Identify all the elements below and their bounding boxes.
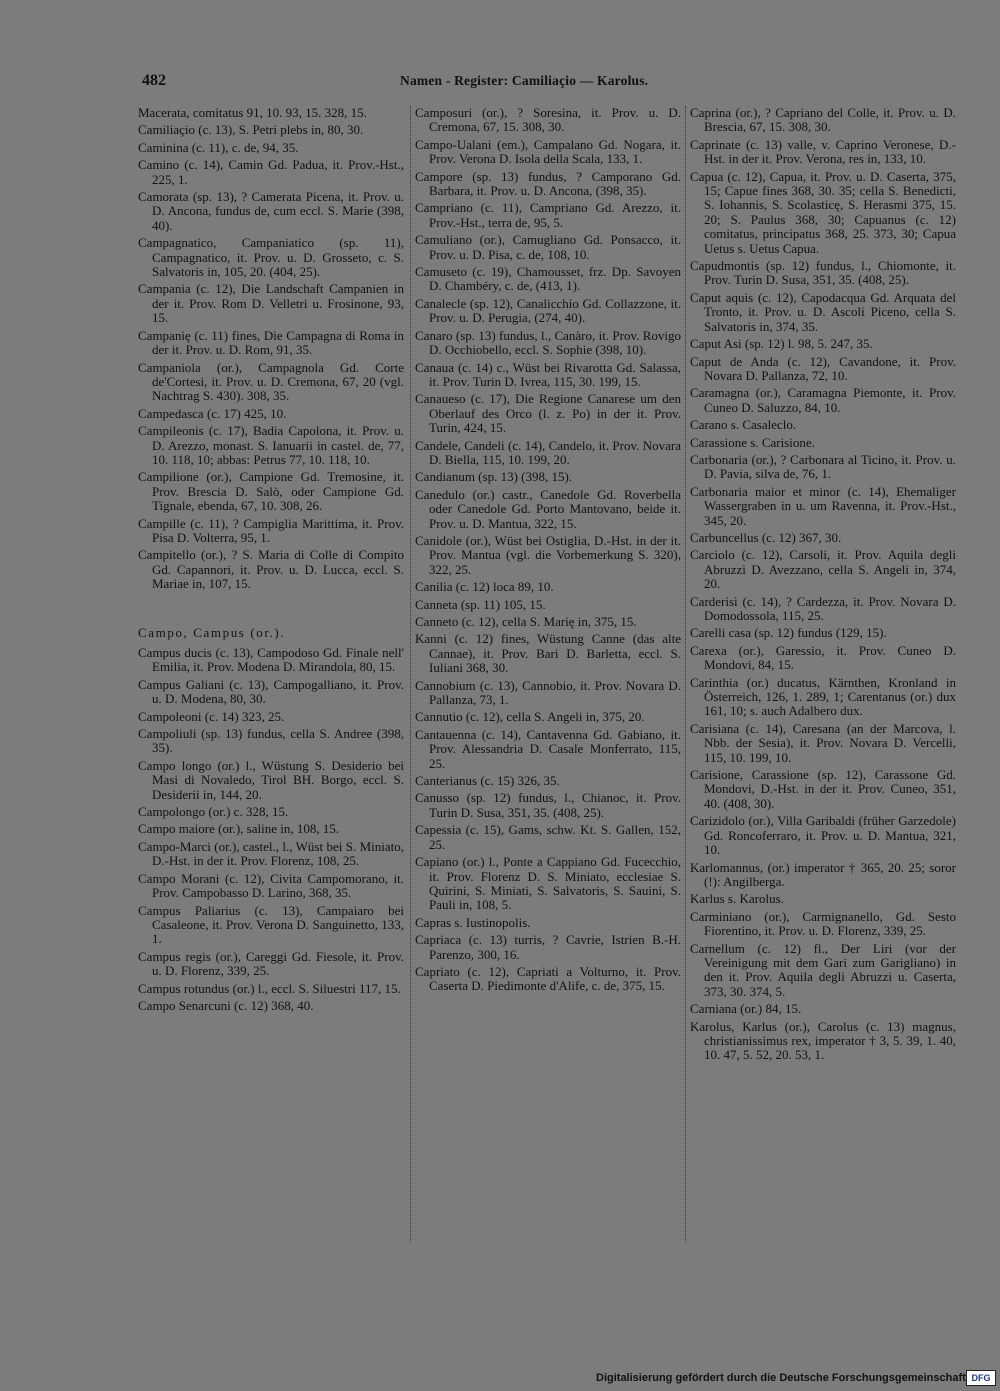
index-entry: Campaniola (or.), Campagnola Gd. Corte de'Cortesi, it. Prov. u. D. Cremona, 67, 20 (vgl. Nachtrag S. 430). 308, 35. — [138, 359, 404, 404]
index-entry: Campo, Campus (or.). — [138, 624, 286, 640]
index-entry: Carminiano (or.), Carmignanello, Gd. Sesto Fiorentino, it. Prov. u. D. Florenz, 339, 25. — [690, 908, 956, 939]
index-entry: Candianum (sp. 13) (398, 15). — [415, 469, 573, 485]
column-3 — [690, 106, 956, 1066]
index-entry: Karolus, Karlus (or.), Carolus (c. 13) magnus, christianissimus rex, imperator † 3, 5. 39, 1. 40, 10. 47, 5. 52, 20. 53, 1. — [690, 1018, 956, 1063]
index-entry: Campus ducis (c. 13), Campodoso Gd. Finale nell' Emilia, it. Prov. Modena D. Mirandola, 80, 15. — [138, 645, 404, 675]
index-entry: Caprinate (c. 13) valle, v. Caprino Veronese, D.-Hst. in der it. Prov. Verona, res in, 133, 10. — [690, 136, 956, 167]
index-entry: Carbuncellus (c. 12) 367, 30. — [690, 529, 842, 545]
index-entry: Campilione (or.), Campione Gd. Tremosine, it. Prov. Brescia D. Salò, oder Campione Gd. Tignale, ebenda, 67, 10. 308, 26. — [138, 469, 404, 514]
index-entry: Cannobium (c. 13), Cannobio, it. Prov. Novara D. Pallanza, 73, 1. — [415, 677, 681, 708]
index-entry: Carexa (or.), Garessio, it. Prov. Cuneo D. Mondovi, 84, 15. — [690, 642, 956, 673]
index-entry: Caminina (c. 11), c. de, 94, 35. — [138, 139, 299, 155]
index-entry: Canedulo (or.) castr., Canedole Gd. Roverbella oder Canedole Gd. Porto Mantovano, beide it. Prov. u. D. Mantua, 322, 15. — [415, 486, 681, 531]
index-entry: Camiliaçio (c. 13), S. Petri plebs in, 80, 30. — [138, 122, 364, 138]
index-entry: Campania (c. 12), Die Landschaft Campanien in der it. Prov. Rom D. Velletri u. Frosinone, 93, 15. — [138, 281, 404, 326]
index-entry: Campo Morani (c. 12), Civita Campomorano, it. Prov. Campobasso D. Larino, 368, 35. — [138, 870, 404, 901]
index-entry: Camuseto (c. 19), Chamousset, frz. Dp. Savoyen D. Chambéry, c. de, (413, 1). — [415, 264, 681, 294]
index-entry: Capudmontis (sp. 12) fundus, l., Chiomonte, it. Prov. Turin D. Susa, 351, 35. (408, 25). — [690, 258, 956, 288]
footer-credit: Digitalisierung gefördert durch die Deutsche Forschungsgemeinschaft — [596, 1372, 966, 1384]
index-entry: Carbonaria maior et minor (c. 14), Ehemaliger Wassergraben in u. um Ravenna, it. Prov.-Hst., 345, 20. — [690, 483, 956, 528]
index-entry: Campanię (c. 11) fines, Die Campagna di Roma in der it. Prov. u. D. Rom, 91, 35. — [138, 327, 404, 358]
index-entry: Campedasca (c. 17) 425, 10. — [138, 405, 287, 421]
index-entry: Canaro (sp. 13) fundus, l., Canàro, it. Prov. Rovigo D. Occhiobello, eccl. S. Sophie (398, 10). — [415, 327, 681, 358]
index-entry: Campo maiore (or.), saline in, 108, 15. — [138, 821, 340, 837]
index-entry: Campus regis (or.), Careggi Gd. Fiesole, it. Prov. u. D. Florenz, 339, 25. — [138, 948, 404, 979]
index-entry: Cannutio (c. 12), cella S. Angeli in, 375, 20. — [415, 709, 645, 725]
index-entry: Caprina (or.), ? Capriano del Colle, it. Prov. u. D. Brescia, 67, 15. 308, 30. — [690, 105, 956, 135]
index-entry: Capessia (c. 15), Gams, schw. Kt. S. Gallen, 152, 25. — [415, 822, 681, 852]
index-entry: Campus Paliarius (c. 13), Campaiaro bei Casaleone, it. Prov. Verona D. Sanguinetto, 133, 1. — [138, 902, 404, 947]
index-entry: Campo-Marci (or.), castel., l., Wüst bei S. Miniato, D.-Hst. in der it. Prov. Florenz, 108, 25. — [138, 838, 404, 869]
index-entry: Campileonis (c. 17), Badia Capolona, it. Prov. u. D. Arezzo, monast. S. Ianuarii in castel. de, 77, 10. 118, 10; abbas: Petrus 77, 10. 118, 10. — [138, 423, 404, 467]
index-entry: Campo longo (or.) l., Wüstung S. Desiderio bei Masi di Novaledo, Tirol BH. Borgo, eccl. S. Desiderii in, 144, 20. — [138, 757, 404, 802]
index-entry: Canneto (c. 12), cella S. Marię in, 375, 15. — [415, 614, 637, 629]
index-entry: Carano s. Casaleclo. — [690, 417, 797, 433]
index-entry: Kanni (c. 12) fines, Wüstung Canne (das alte Cannae), it. Prov. Bari D. Barletta, eccl. S. Iuliani 368, 30. — [415, 631, 681, 676]
index-entry: Capiano (or.) l., Ponte a Cappiano Gd. Fucecchio, it. Prov. Florenz D. S. Miniato, ecclesiae S. Quirini, S. Miniati, S. Salvatoris, S. Sauini, S. Pauli in, 108, 5. — [415, 854, 681, 913]
index-entry: Carelli casa (sp. 12) fundus (129, 15). — [690, 625, 887, 641]
index-entry: Carassione s. Carisione. — [690, 434, 815, 450]
index-entry: Candele, Candeli (c. 14), Candelo, it. Prov. Novara D. Biella, 115, 10. 199, 20. — [415, 437, 681, 467]
index-entry: Canalecle (sp. 12), Canalicchio Gd. Collazzone, it. Prov. u. D. Perugia, (274, 40). — [415, 295, 681, 326]
column-2 — [415, 106, 681, 997]
index-entry: Canusso (sp. 12) fundus, l., Chianoc, it. Prov. Turin D. Susa, 351, 35. (408, 25). — [415, 790, 681, 820]
index-entry: Campo-Ualani (em.), Campalano Gd. Nogara, it. Prov. Verona D. Isola della Scala, 133, 1. — [415, 136, 681, 167]
index-entry: Capriato (c. 12), Capriati a Volturno, it. Prov. Caserta D. Piedimonte d'Alife, c. de, 375, 15. — [415, 963, 681, 994]
index-entry: Canterianus (c. 15) 326, 35. — [415, 773, 560, 789]
column-divider — [410, 106, 411, 1242]
index-entry: Campille (c. 11), ? Campiglia Marittima, it. Prov. Pisa D. Volterra, 95, 1. — [138, 515, 404, 545]
index-entry: Macerata, comitatus 91, 10. 93, 15. 328, 15. — [138, 105, 367, 120]
index-entry: Carderisi (c. 14), ? Cardezza, it. Prov. Novara D. Domodossola, 115, 25. — [690, 593, 956, 623]
index-entry: Capras s. Iustinopolis. — [415, 914, 531, 930]
index-entry: Campagnatico, Campaniatico (sp. 11), Campagnatico, it. Prov. u. D. Grosseto, c. S. Salvatoris in, 105, 20. (404, 25). — [138, 235, 404, 280]
page-number: 482 — [142, 72, 166, 89]
index-entry: Campoliuli (sp. 13) fundus, cella S. Andree (398, 35). — [138, 726, 404, 756]
index-entry: Carnellum (c. 12) fl., Der Liri (vor der Vereinigung mit dem Gari zum Garigliano) in den it. Prov. Aquila degli Abruzzi u. Caserta, 373, 30. 374, 5. — [690, 940, 956, 999]
index-entry: Cantauenna (c. 14), Cantavenna Gd. Gabiano, it. Prov. Alessandria D. Casale Monferrato, 115, 25. — [415, 726, 681, 771]
dfg-logo — [966, 1370, 996, 1386]
index-entry: Carniana (or.) 84, 15. — [690, 1001, 802, 1017]
index-entry: Campriano (c. 11), Campriano Gd. Arezzo, it. Prov.-Hst., terra de, 95, 5. — [415, 200, 681, 230]
index-entry: Campoleoni (c. 14) 323, 25. — [138, 708, 285, 724]
running-header: Namen - Register: Camiliaçio — Karolus. — [400, 73, 649, 88]
index-entry: Campolongo (or.) c. 328, 15. — [138, 804, 289, 820]
index-entry: Carinthia (or.) ducatus, Kärnthen, Kronland in Österreich, 126, 1. 289, 1; Carentanus (or.) dux 161, 10; s. auch Adalbero dux. — [690, 674, 956, 719]
index-entry: Caput aquis (c. 12), Capodacqua Gd. Arquata del Tronto, it. Prov. u. D. Ascoli Piceno, cella S. Salvatoris in, 374, 35. — [690, 289, 956, 334]
index-entry: Canidole (or.), Wüst bei Ostiglia, D.-Hst. in der it. Prov. Mantua (vgl. die Vorbemerkung S. 320), 322, 25. — [415, 532, 681, 577]
column-divider — [685, 106, 686, 1242]
index-entry: Carisione, Carassione (sp. 12), Carassone Gd. Mondovi, D.-Hst. in der it. Prov. Cuneo, 351, 40. (408, 30). — [690, 767, 956, 811]
index-entry: Campus rotundus (or.) l., eccl. S. Siluestri 117, 15. — [138, 980, 401, 996]
column-1 — [138, 106, 404, 1016]
index-entry: Campo Senarcuni (c. 12) 368, 40. — [138, 997, 314, 1013]
index-entry: Campus Galiani (c. 13), Campogalliano, it. Prov. u. D. Modena, 80, 30. — [138, 676, 404, 707]
index-entry: Canneta (sp. 11) 105, 15. — [415, 596, 546, 612]
index-entry: Canilia (c. 12) loca 89, 10. — [415, 579, 554, 595]
index-entry: Camposuri (or.), ? Soresina, it. Prov. u. D. Cremona, 67, 15. 308, 30. — [415, 105, 681, 135]
index-entry: Caput de Anda (c. 12), Cavandone, it. Prov. Novara D. Pallanza, 72, 10. — [690, 353, 956, 383]
index-entry: Canaua (c. 14) c., Wüst bei Rivarotta Gd. Salassa, it. Prov. Turin D. Ivrea, 115, 30. 199, 15. — [415, 359, 681, 389]
dfg-logo-text: DFG — [971, 1373, 991, 1383]
index-entry: Carciolo (c. 12), Carsoli, it. Prov. Aquila degli Abruzzi D. Avezzano, cella S. Angeli in, 374, 20. — [690, 547, 956, 592]
index-entry: Canaueso (c. 17), Die Regione Canarese um den Oberlauf des Orco (l. z. Po) in der it. Prov. Turin, 424, 15. — [415, 391, 681, 436]
index-entry: Capriaca (c. 13) turris, ? Cavrie, Istrien B.-H. Parenzo, 300, 16. — [415, 932, 681, 962]
index-entry: Carizidolo (or.), Villa Garibaldi (früher Garzedole) Gd. Roncoferraro, it. Prov. u. D. Mantua, 321, 10. — [690, 813, 956, 858]
index-entry: Carisiana (c. 14), Caresana (an der Marcova, l. Nbb. der Sesia), it. Prov. Novara D. Vercelli, 115, 10. 199, 10. — [690, 720, 956, 765]
index-entry: Camuliano (or.), Camugliano Gd. Ponsacco, it. Prov. u. D. Pisa, c. de, 108, 10. — [415, 232, 681, 262]
index-entry: Campore (sp. 13) fundus, ? Camporano Gd. Barbara, it. Prov. u. D. Ancona, (398, 35). — [415, 168, 681, 199]
index-entry: Karlomannus, (or.) imperator † 365, 20. 25; soror (!): Angilberga. — [690, 859, 956, 889]
index-entry: Camino (c. 14), Camin Gd. Padua, it. Prov.-Hst., 225, 1. — [138, 157, 404, 187]
index-entry: Capua (c. 12), Capua, it. Prov. u. D. Caserta, 375, 15; Capue fines 368, 30. 35; cella S. Benedicti, S. Iohannis, S. Scolasticę, S. Herasmi 375, 15. 20; S. Paulus 368, 30; Capuanus (c. 12) comitatus, principatus 368, 25. 373, 30; Capua Uetus s. Uetus Capua. — [690, 168, 956, 256]
index-entry: Campitello (or.), ? S. Maria di Colle di Compito Gd. Capannori, it. Prov. u. D. Lucca, eccl. S. Mariae in, 107, 15. — [138, 547, 404, 592]
index-entry: Camorata (sp. 13), ? Camerata Picena, it. Prov. u. D. Ancona, fundus de, cum eccl. S. Marie (398, 40). — [138, 189, 404, 233]
index-entry: Caput Asi (sp. 12) l. 98, 5. 247, 35. — [690, 336, 873, 352]
index-entry: Karlus s. Karolus. — [690, 891, 784, 907]
index-entry: Carbonaria (or.), ? Carbonara al Ticino, it. Prov. u. D. Pavia, silva de, 76, 1. — [690, 451, 956, 482]
index-entry: Caramagna (or.), Caramagna Piemonte, it. Prov. Cuneo D. Saluzzo, 84, 10. — [690, 385, 956, 415]
